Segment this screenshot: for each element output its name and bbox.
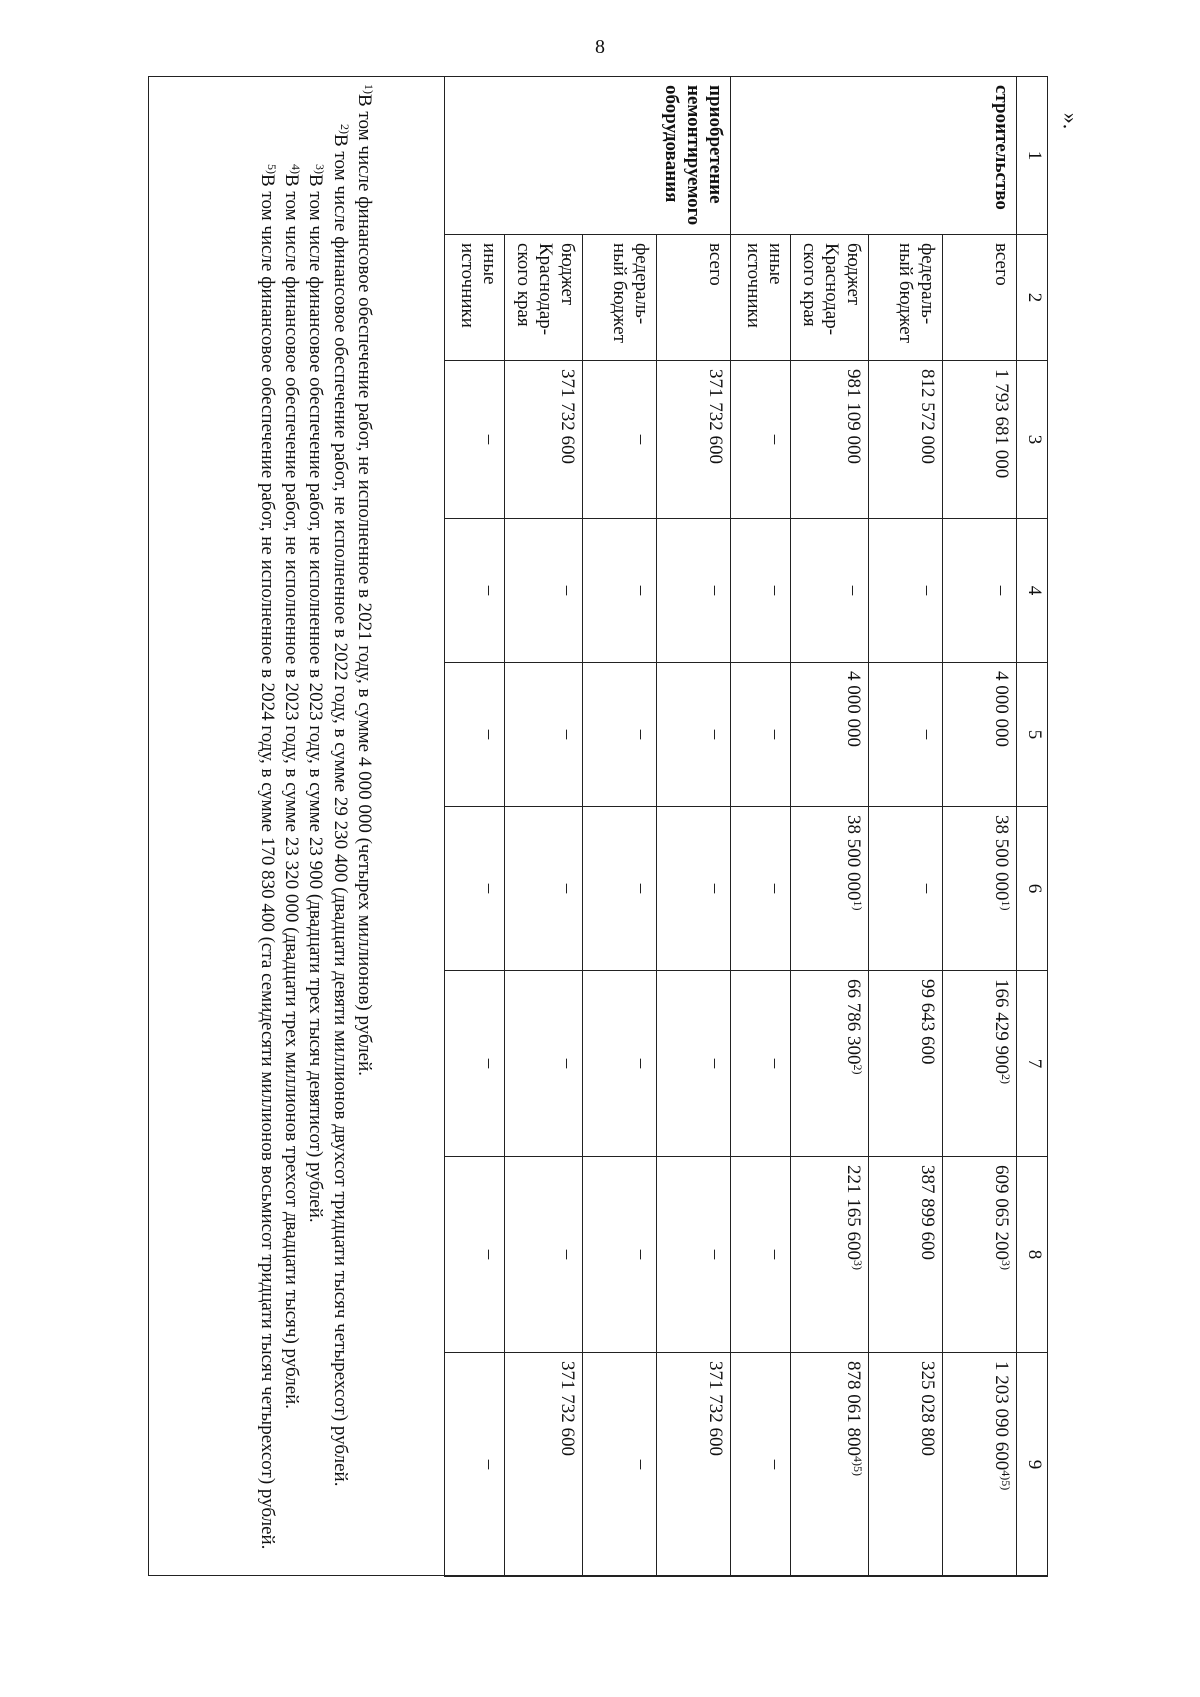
amount-cell (869, 361, 943, 519)
amount-cell (791, 519, 869, 663)
amount-cell (731, 519, 791, 663)
amount-value: – (991, 585, 1012, 596)
amount-value: – (705, 883, 726, 894)
footnote-text: В том числе финансовое обеспечение работ, не исполненное в 2023 году, в сумме 23 320 000 (двадцати трех миллионов трехсот двадцати тысяч) рублей. (281, 174, 303, 1410)
amount-value: – (631, 434, 652, 445)
amount-value: – (557, 883, 578, 894)
rotated-table-sheet (148, 76, 1048, 1576)
funding-source-cell: всего (943, 235, 1017, 361)
amount-cell (657, 807, 731, 971)
footnote-ref: 1) (999, 900, 1013, 911)
footnotes (250, 76, 380, 1576)
amount-cell (943, 519, 1017, 663)
amount-value: – (765, 585, 786, 596)
footnote-text: В том числе финансовое обеспечение работ, не исполненное в 2024 году, в сумме 170 830 400 (ста семидесяти миллионов восьмисот тридцати тысяч четырехсот) рублей. (256, 174, 278, 1550)
amount-value: – (479, 1249, 500, 1260)
amount-value: – (631, 883, 652, 894)
amount-value: – (917, 729, 938, 740)
amount-cell (505, 1353, 583, 1577)
amount-value: – (479, 729, 500, 740)
amount-value: – (631, 1058, 652, 1069)
amount-cell (943, 971, 1017, 1157)
amount-cell (505, 807, 583, 971)
amount-cell (505, 663, 583, 807)
amount-cell (445, 663, 505, 807)
amount-value: 99 643 600 (917, 979, 938, 1065)
amount-value: – (631, 729, 652, 740)
amount-value: – (705, 729, 726, 740)
amount-value: – (479, 1459, 500, 1470)
amount-cell (583, 971, 657, 1157)
amount-value: – (917, 883, 938, 894)
amount-cell (869, 971, 943, 1157)
footnote (254, 84, 278, 1568)
amount-cell (445, 1157, 505, 1353)
amount-value: – (705, 585, 726, 596)
amount-cell (869, 519, 943, 663)
amount-value: 1 203 090 600 (991, 1361, 1012, 1471)
amount-cell (657, 1353, 731, 1577)
amount-value: 221 165 600 (843, 1165, 864, 1260)
funding-source-cell: федераль-ный бюджет (583, 235, 657, 361)
amount-value: – (765, 883, 786, 894)
amount-value: 981 109 000 (843, 369, 864, 464)
amount-value: – (479, 585, 500, 596)
amount-cell (731, 1157, 791, 1353)
amount-cell (445, 971, 505, 1157)
footnote-mark: 1) (362, 84, 376, 94)
footnote-mark: 2) (337, 124, 352, 134)
amount-cell (445, 361, 505, 519)
amount-cell (791, 1157, 869, 1353)
amount-value: – (765, 1459, 786, 1470)
work-type-cell: приобретение немонтируемого оборудования (445, 77, 731, 235)
column-number: 4 (1017, 519, 1048, 663)
amount-value: – (765, 729, 786, 740)
page-number: 8 (595, 36, 605, 58)
footnote (279, 84, 303, 1568)
amount-cell (657, 519, 731, 663)
amount-cell (943, 1157, 1017, 1353)
amount-cell (943, 807, 1017, 971)
footnote-mark: 5) (264, 164, 279, 174)
amount-cell (791, 807, 869, 971)
amount-value: 878 061 800 (843, 1361, 864, 1456)
amount-value: – (479, 883, 500, 894)
amount-value: 371 732 600 (705, 1361, 726, 1456)
amount-value: 38 500 000 (991, 815, 1012, 901)
funding-source-cell: иные источники (445, 235, 505, 361)
amount-value: – (479, 434, 500, 445)
table-row (869, 77, 943, 1577)
amount-value: 371 732 600 (557, 1361, 578, 1456)
amount-cell (731, 1353, 791, 1577)
amount-value: – (557, 729, 578, 740)
amount-value: 387 899 600 (917, 1165, 938, 1260)
funding-source-cell: всего (657, 235, 731, 361)
footnote-ref: 3) (999, 1260, 1013, 1270)
footnote-ref: 3) (851, 1260, 865, 1270)
column-number: 7 (1017, 971, 1048, 1157)
amount-cell (505, 971, 583, 1157)
amount-cell (583, 1353, 657, 1577)
amount-value: – (557, 1249, 578, 1260)
amount-cell (445, 807, 505, 971)
amount-cell (869, 1353, 943, 1577)
footnote-ref: 2) (851, 1064, 865, 1075)
column-number: 2 (1017, 235, 1048, 361)
amount-cell (791, 1353, 869, 1577)
amount-cell (731, 361, 791, 519)
budget-table-body (445, 77, 1048, 1577)
amount-value: – (479, 1058, 500, 1069)
amount-cell (583, 361, 657, 519)
amount-cell (657, 1157, 731, 1353)
amount-cell (583, 663, 657, 807)
amount-value: 371 732 600 (557, 369, 578, 464)
table-row (731, 77, 791, 1577)
amount-cell (583, 1157, 657, 1353)
amount-value: – (705, 1249, 726, 1260)
amount-cell (731, 971, 791, 1157)
amount-cell (505, 361, 583, 519)
budget-table (444, 76, 1048, 1577)
amount-cell (505, 1157, 583, 1353)
footnote-text: В том числе финансовое обеспечение работ, не исполненное в 2023 году, в сумме 23 900 (двадцати трех тысяч девятисот) рублей. (305, 174, 327, 1223)
amount-value: 371 732 600 (705, 369, 726, 464)
amount-value: – (705, 1058, 726, 1069)
closing-quote-mark: ». (1058, 112, 1084, 130)
amount-value: – (557, 585, 578, 596)
amount-value: – (631, 1249, 652, 1260)
work-type-cell: строительство (731, 77, 1017, 235)
footnote-ref: 1) (851, 900, 865, 911)
amount-cell (505, 519, 583, 663)
amount-value: 325 028 800 (917, 1361, 938, 1456)
amount-cell (943, 361, 1017, 519)
amount-cell (869, 663, 943, 807)
column-number: 6 (1017, 807, 1048, 971)
column-number-row (1017, 77, 1048, 1577)
footnote-text: В том числе финансовое обеспечение работ, не исполненное в 2021 году, в сумме 4 000 000 (четырех миллионов) рублей. (354, 94, 375, 1076)
table-row (583, 77, 657, 1577)
amount-value: 4 000 000 (843, 671, 864, 747)
column-number: 1 (1017, 77, 1048, 235)
amount-cell (583, 519, 657, 663)
amount-cell (583, 807, 657, 971)
amount-cell (791, 663, 869, 807)
column-number: 5 (1017, 663, 1048, 807)
funding-source-cell: бюджет Краснодар-ского края (505, 235, 583, 361)
amount-cell (943, 663, 1017, 807)
amount-value: – (843, 585, 864, 596)
footnote (303, 84, 327, 1568)
column-number: 3 (1017, 361, 1048, 519)
amount-value: – (765, 1249, 786, 1260)
amount-cell (731, 807, 791, 971)
amount-cell (657, 663, 731, 807)
amount-value: 38 500 000 (843, 815, 864, 901)
amount-cell (657, 971, 731, 1157)
footnote-mark: 3) (313, 164, 328, 174)
amount-cell (869, 1157, 943, 1353)
column-number: 9 (1017, 1353, 1048, 1577)
funding-source-cell: федераль-ный бюджет (869, 235, 943, 361)
footnote-ref: 2) (999, 1074, 1013, 1084)
amount-value: – (631, 1459, 652, 1470)
amount-cell (657, 361, 731, 519)
amount-value: 1 793 681 000 (991, 369, 1012, 479)
amount-value: – (765, 434, 786, 445)
footnote-ref: 4)5) (999, 1470, 1013, 1491)
amount-value: – (765, 1058, 786, 1069)
amount-value: 166 429 900 (991, 979, 1012, 1074)
footnote (352, 84, 376, 1568)
footnote-mark: 4) (289, 164, 304, 174)
amount-value: 812 572 000 (917, 369, 938, 464)
table-row (943, 77, 1017, 1577)
table-row (505, 77, 583, 1577)
amount-value: 66 786 300 (843, 979, 864, 1065)
amount-cell (445, 519, 505, 663)
footnote (327, 84, 351, 1568)
amount-cell (731, 663, 791, 807)
table-row (791, 77, 869, 1577)
amount-value: 4 000 000 (991, 671, 1012, 747)
amount-cell (791, 361, 869, 519)
amount-value: – (557, 1058, 578, 1069)
amount-cell (445, 1353, 505, 1577)
amount-value: 609 065 200 (991, 1165, 1012, 1260)
amount-cell (943, 1353, 1017, 1577)
column-number: 8 (1017, 1157, 1048, 1353)
amount-cell (791, 971, 869, 1157)
footnote-ref: 4)5) (851, 1456, 865, 1476)
funding-source-cell: бюджет Краснодар-ского края (791, 235, 869, 361)
table-row (657, 77, 731, 1577)
amount-cell (869, 807, 943, 971)
footnote-text: В том числе финансовое обеспечение работ, не исполненное в 2022 году, в сумме 29 230 400 (двадцати девяти миллионов двухсот тридцати тысяч четырехсот) рублей. (329, 134, 351, 1487)
amount-value: – (631, 585, 652, 596)
table-row (445, 77, 505, 1577)
amount-value: – (917, 585, 938, 596)
funding-source-cell: иные источники (731, 235, 791, 361)
